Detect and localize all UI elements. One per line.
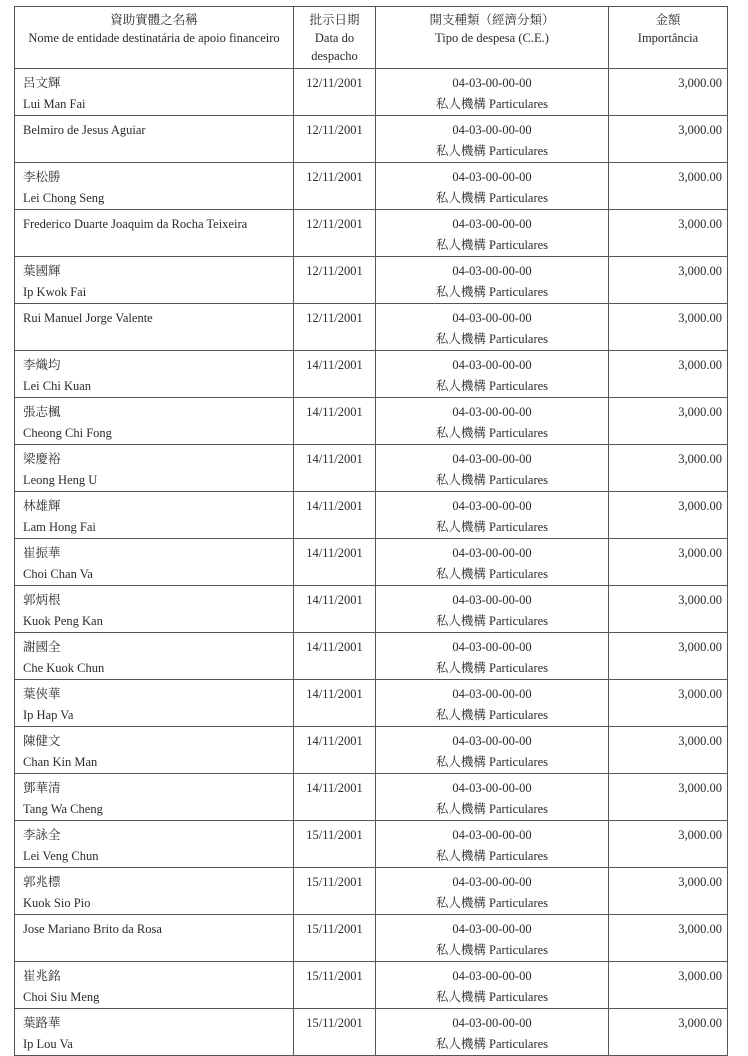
amount-value: 3,000.00 [678,781,722,795]
amount-cell [609,821,728,868]
expense-type-label: 私人機構 Particulares [435,1037,549,1051]
expense-type-label: 私人機構 Particulares [435,238,549,252]
dispatch-date: 14/11/2001 [306,546,363,560]
amount-value: 3,000.00 [678,640,722,654]
header-expense-type-pt: Tipo de despesa (C.E.) [435,31,549,45]
entity-name-pt: Kuok Sio Pio [23,896,91,910]
entity-name-zh: 葉國輝 [23,264,61,278]
date-cell [294,210,376,257]
header-amount-pt: Importância [637,31,699,45]
entity-name-pt: Belmiro de Jesus Aguiar [23,123,146,137]
amount-cell [609,868,728,915]
entity-name-pt: Kuok Peng Kan [23,614,103,628]
amount-cell [609,69,728,116]
entity-name-pt: Leong Heng U [23,473,98,487]
expense-type-label: 私人機構 Particulares [435,755,549,769]
header-date-zh: 批示日期 [309,13,360,27]
dispatch-date: 14/11/2001 [306,734,363,748]
table-row [15,868,728,915]
dispatch-date: 12/11/2001 [306,76,363,90]
dispatch-date: 14/11/2001 [306,499,363,513]
table-row [15,962,728,1009]
expense-type-cell [376,492,609,539]
amount-value: 3,000.00 [678,405,722,419]
amount-value: 3,000.00 [678,922,722,936]
amount-cell [609,962,728,1009]
entity-name-cell [15,210,294,257]
amount-value: 3,000.00 [678,1016,722,1030]
date-cell [294,915,376,962]
economic-code: 04-03-00-00-00 [452,828,532,842]
date-cell [294,821,376,868]
date-cell [294,163,376,210]
date-cell [294,539,376,586]
amount-value: 3,000.00 [678,170,722,184]
amount-value: 3,000.00 [678,452,722,466]
amount-cell [609,445,728,492]
expense-type-cell [376,586,609,633]
table-row [15,304,728,351]
date-cell [294,774,376,821]
expense-type-cell [376,163,609,210]
dispatch-date: 15/11/2001 [306,922,363,936]
amount-value: 3,000.00 [678,828,722,842]
economic-code: 04-03-00-00-00 [452,76,532,90]
header-entity-name [15,7,294,69]
header-expense-type [376,7,609,69]
header-amount [609,7,728,69]
date-cell [294,633,376,680]
entity-name-zh: 郭兆標 [23,875,61,889]
date-cell [294,69,376,116]
expense-type-cell [376,351,609,398]
entity-name-cell [15,633,294,680]
amount-cell [609,304,728,351]
date-cell [294,116,376,163]
amount-cell [609,1009,728,1056]
amount-value: 3,000.00 [678,123,722,137]
entity-name-zh: 葉路華 [23,1016,61,1030]
dispatch-date: 14/11/2001 [306,781,363,795]
amount-cell [609,398,728,445]
amount-value: 3,000.00 [678,593,722,607]
expense-type-label: 私人機構 Particulares [435,144,549,158]
amount-value: 3,000.00 [678,311,722,325]
date-cell [294,257,376,304]
dispatch-date: 12/11/2001 [306,264,363,278]
amount-value: 3,000.00 [678,734,722,748]
header-amount-zh: 金額 [655,13,681,27]
amount-value: 3,000.00 [678,969,722,983]
expense-type-cell [376,304,609,351]
entity-name-cell [15,774,294,821]
amount-value: 3,000.00 [678,76,722,90]
expense-type-label: 私人機構 Particulares [435,332,549,346]
expense-type-label: 私人機構 Particulares [435,896,549,910]
expense-type-cell [376,821,609,868]
amount-cell [609,257,728,304]
entity-name-pt: Lui Man Fai [23,97,86,111]
table-row [15,821,728,868]
table-row [15,727,728,774]
header-date-pt2: despacho [311,49,358,63]
entity-name-zh: 葉俠華 [23,687,61,701]
economic-code: 04-03-00-00-00 [452,546,532,560]
entity-name-cell [15,539,294,586]
table-row [15,633,728,680]
expense-type-label: 私人機構 Particulares [435,661,549,675]
entity-name-pt: Choi Chan Va [23,567,93,581]
entity-name-pt: Lei Veng Chun [23,849,99,863]
economic-code: 04-03-00-00-00 [452,123,532,137]
expense-type-label: 私人機構 Particulares [435,191,549,205]
dispatch-date: 12/11/2001 [306,123,363,137]
table-row [15,680,728,727]
expense-type-label: 私人機構 Particulares [435,943,549,957]
entity-name-cell [15,727,294,774]
table-row [15,257,728,304]
amount-cell [609,915,728,962]
entity-name-pt: Tang Wa Cheng [23,802,103,816]
entity-name-pt: Cheong Chi Fong [23,426,112,440]
amount-cell [609,492,728,539]
entity-name-zh: 李熾均 [23,358,61,372]
economic-code: 04-03-00-00-00 [452,734,532,748]
entity-name-zh: 崔振華 [23,546,61,560]
expense-type-label: 私人機構 Particulares [435,849,549,863]
dispatch-date: 12/11/2001 [306,311,363,325]
entity-name-cell [15,398,294,445]
entity-name-pt: Lam Hong Fai [23,520,96,534]
entity-name-zh: 梁慶裕 [23,452,61,466]
table-row [15,116,728,163]
entity-name-cell [15,1009,294,1056]
amount-cell [609,351,728,398]
header-entity-name-zh: 資助實體之名稱 [110,13,198,27]
date-cell [294,445,376,492]
date-cell [294,304,376,351]
entity-name-zh: 呂文輝 [23,76,61,90]
economic-code: 04-03-00-00-00 [452,875,532,889]
economic-code: 04-03-00-00-00 [452,687,532,701]
entity-name-pt: Ip Lou Va [23,1037,73,1051]
amount-value: 3,000.00 [678,358,722,372]
amount-cell [609,633,728,680]
dispatch-date: 14/11/2001 [306,358,363,372]
dispatch-date: 14/11/2001 [306,640,363,654]
amount-value: 3,000.00 [678,217,722,231]
expense-type-label: 私人機構 Particulares [435,426,549,440]
table-body [15,69,728,1056]
economic-code: 04-03-00-00-00 [452,452,532,466]
amount-value: 3,000.00 [678,499,722,513]
amount-cell [609,586,728,633]
amount-value: 3,000.00 [678,264,722,278]
entity-name-zh: 李詠全 [23,828,61,842]
entity-name-zh: 鄧華清 [23,781,61,795]
table-row [15,1009,728,1056]
entity-name-zh: 林雄輝 [23,499,61,513]
dispatch-date: 12/11/2001 [306,217,363,231]
entity-name-cell [15,304,294,351]
expense-type-label: 私人機構 Particulares [435,614,549,628]
amount-cell [609,116,728,163]
dispatch-date: 14/11/2001 [306,593,363,607]
amount-cell [609,163,728,210]
economic-code: 04-03-00-00-00 [452,640,532,654]
expense-type-cell [376,69,609,116]
entity-name-pt: Lei Chong Seng [23,191,105,205]
entity-name-cell [15,163,294,210]
table-row [15,539,728,586]
expense-type-label: 私人機構 Particulares [435,802,549,816]
economic-code: 04-03-00-00-00 [452,311,532,325]
expense-type-cell [376,633,609,680]
expense-type-cell [376,445,609,492]
dispatch-date: 12/11/2001 [306,170,363,184]
entity-name-zh: 郭炳根 [23,593,61,607]
entity-name-pt: Lei Chi Kuan [23,379,92,393]
economic-code: 04-03-00-00-00 [452,217,532,231]
entity-name-zh: 陳健文 [23,734,61,748]
dispatch-date: 14/11/2001 [306,452,363,466]
expense-type-cell [376,962,609,1009]
expense-type-cell [376,398,609,445]
entity-name-cell [15,351,294,398]
entity-name-cell [15,69,294,116]
expense-type-label: 私人機構 Particulares [435,285,549,299]
economic-code: 04-03-00-00-00 [452,593,532,607]
expense-type-cell [376,116,609,163]
table-row [15,398,728,445]
date-cell [294,727,376,774]
expense-type-cell [376,868,609,915]
entity-name-cell [15,915,294,962]
entity-name-pt: Jose Mariano Brito da Rosa [23,922,162,936]
table-row [15,774,728,821]
entity-name-cell [15,445,294,492]
date-cell [294,586,376,633]
expense-type-cell [376,1009,609,1056]
entity-name-pt: Ip Hap Va [23,708,74,722]
economic-code: 04-03-00-00-00 [452,170,532,184]
subsidy-table [14,6,728,1056]
entity-name-zh: 崔兆銘 [23,969,61,983]
entity-name-pt: Che Kuok Chun [23,661,105,675]
amount-cell [609,680,728,727]
entity-name-pt: Rui Manuel Jorge Valente [23,311,153,325]
economic-code: 04-03-00-00-00 [452,1016,532,1030]
amount-value: 3,000.00 [678,875,722,889]
entity-name-zh: 謝國全 [23,640,61,654]
header-date [294,7,376,69]
entity-name-zh: 張志楓 [23,405,61,419]
entity-name-pt: Ip Kwok Fai [23,285,87,299]
expense-type-label: 私人機構 Particulares [435,567,549,581]
table-row [15,492,728,539]
expense-type-cell [376,774,609,821]
economic-code: 04-03-00-00-00 [452,499,532,513]
dispatch-date: 14/11/2001 [306,405,363,419]
entity-name-cell [15,116,294,163]
expense-type-cell [376,915,609,962]
entity-name-cell [15,680,294,727]
date-cell [294,868,376,915]
economic-code: 04-03-00-00-00 [452,405,532,419]
amount-cell [609,210,728,257]
table-header-row [15,7,728,69]
header-expense-type-zh: 開支種類（經濟分類） [429,13,555,27]
amount-cell [609,539,728,586]
table-row [15,586,728,633]
entity-name-cell [15,492,294,539]
date-cell [294,492,376,539]
entity-name-cell [15,962,294,1009]
date-cell [294,398,376,445]
expense-type-label: 私人機構 Particulares [435,97,549,111]
expense-type-cell [376,210,609,257]
dispatch-date: 15/11/2001 [306,828,363,842]
expense-type-cell [376,680,609,727]
entity-name-cell [15,868,294,915]
economic-code: 04-03-00-00-00 [452,358,532,372]
entity-name-cell [15,257,294,304]
expense-type-cell [376,539,609,586]
expense-type-cell [376,257,609,304]
entity-name-cell [15,586,294,633]
expense-type-label: 私人機構 Particulares [435,379,549,393]
entity-name-pt: Chan Kin Man [23,755,98,769]
entity-name-pt: Choi Siu Meng [23,990,100,1004]
table-row [15,210,728,257]
amount-value: 3,000.00 [678,546,722,560]
table-row [15,915,728,962]
date-cell [294,680,376,727]
entity-name-cell [15,821,294,868]
expense-type-cell [376,727,609,774]
economic-code: 04-03-00-00-00 [452,922,532,936]
economic-code: 04-03-00-00-00 [452,781,532,795]
table-row [15,69,728,116]
dispatch-date: 15/11/2001 [306,1016,363,1030]
table-row [15,445,728,492]
amount-value: 3,000.00 [678,687,722,701]
entity-name-pt: Frederico Duarte Joaquim da Rocha Teixeira [23,217,248,231]
economic-code: 04-03-00-00-00 [452,264,532,278]
economic-code: 04-03-00-00-00 [452,969,532,983]
table-row [15,351,728,398]
table-row [15,163,728,210]
expense-type-label: 私人機構 Particulares [435,990,549,1004]
date-cell [294,1009,376,1056]
dispatch-date: 15/11/2001 [306,875,363,889]
expense-type-label: 私人機構 Particulares [435,473,549,487]
amount-cell [609,774,728,821]
amount-cell [609,727,728,774]
dispatch-date: 15/11/2001 [306,969,363,983]
header-entity-name-pt: Nome de entidade destinatária de apoio financeiro [28,31,280,45]
entity-name-zh: 李松勝 [23,170,61,184]
expense-type-label: 私人機構 Particulares [435,520,549,534]
date-cell [294,351,376,398]
expense-type-label: 私人機構 Particulares [435,708,549,722]
header-date-pt1: Data do [314,31,355,45]
date-cell [294,962,376,1009]
dispatch-date: 14/11/2001 [306,687,363,701]
